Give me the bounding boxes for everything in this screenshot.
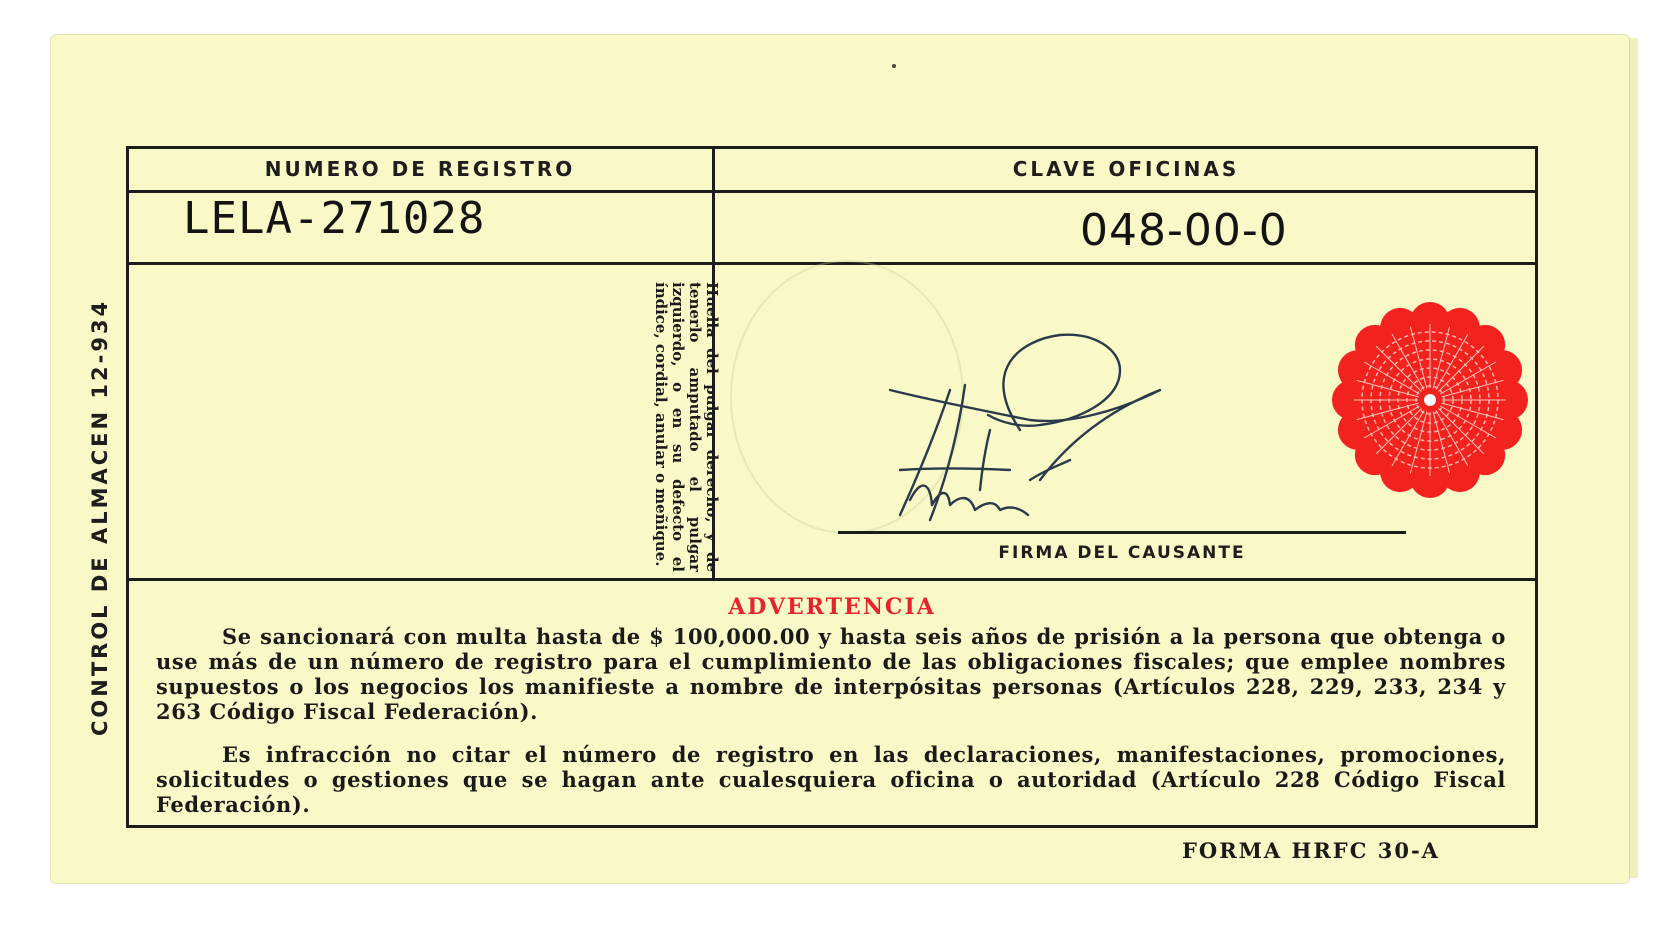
card-edge xyxy=(1629,38,1638,878)
clave-oficinas-value: 048-00-0 xyxy=(1080,205,1288,256)
signature-label: FIRMA DEL CAUSANTE xyxy=(998,543,1246,563)
thumbprint-instructions: Huella del pulgar derecho, y de tenerlo amputado el pulgar izquierdo, o en su defecto el índice, cordial, anular o meñique. xyxy=(652,282,721,572)
red-seal-stamp xyxy=(1330,300,1530,500)
signature-image xyxy=(870,330,1230,540)
paper-speck xyxy=(892,64,896,68)
clave-header: CLAVE OFICINAS xyxy=(1012,157,1240,181)
form-identifier: FORMA HRFC 30-A xyxy=(1182,838,1440,863)
registro-header: NUMERO DE REGISTRO xyxy=(264,157,576,181)
warning-paragraph-2: Es infracción no citar el número de registro en las declaraciones, manifestaciones, promociones, solicitudes o gestiones que se hagan ante cualesquiera oficina o autoridad (Artículo 228 Código Fiscal Federación). xyxy=(156,742,1506,817)
warning-paragraph-1: Se sancionará con multa hasta de $ 100,000.00 y hasta seis años de prisión a la persona que obtenga o use más de un número de registro para el cumplimiento de las obligaciones fiscales; que emplee nombres supuestos o los negocios los manifieste a nombre de interpósitas personas (Artículos 228, 229, 233, 234 y 263 Código Fiscal Federación). xyxy=(156,624,1506,724)
warning-title: ADVERTENCIA xyxy=(728,594,936,620)
registro-number: LELA-271028 xyxy=(183,193,486,244)
side-label: CONTROL DE ALMACEN 12-934 xyxy=(88,298,112,736)
warning-divider xyxy=(126,578,1538,581)
thumbprint-box xyxy=(130,266,600,576)
signature-line xyxy=(838,531,1406,534)
